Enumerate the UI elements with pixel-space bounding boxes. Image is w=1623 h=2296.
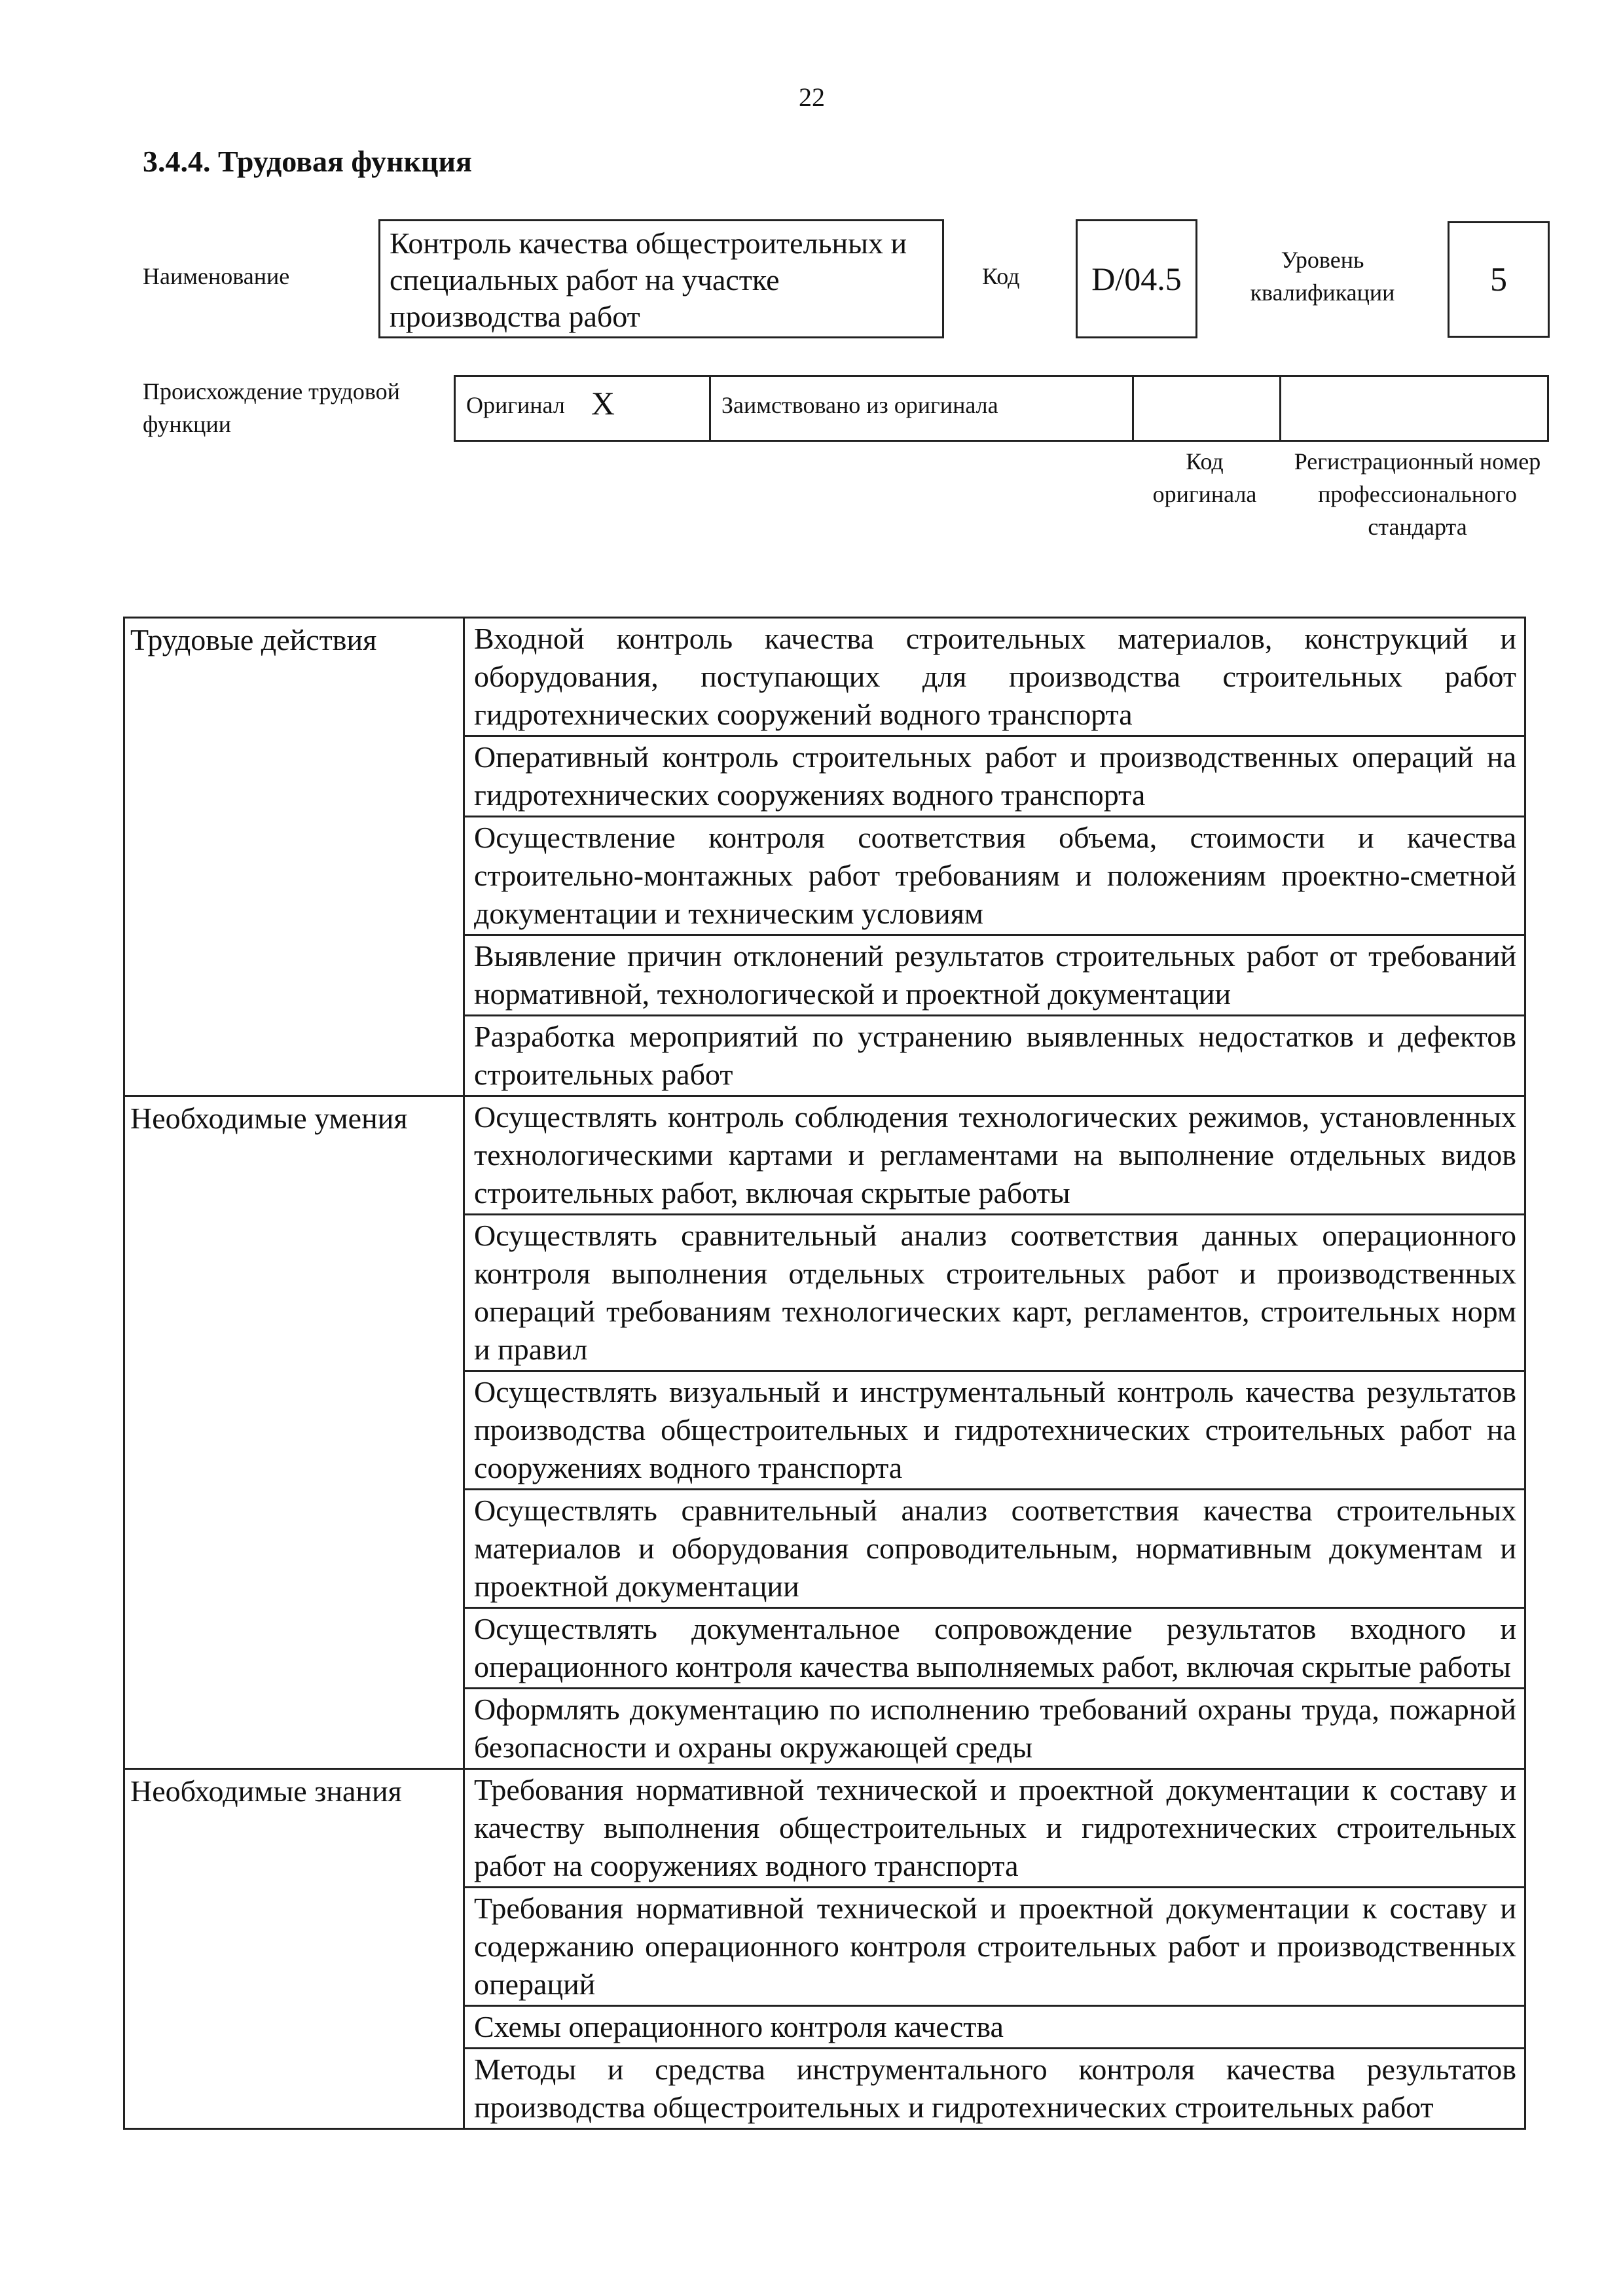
name-label: Наименование: [143, 263, 290, 289]
labor-action-item: Оперативный контроль строительных работ и производственных операций на гидротехнических сооружениях водного транспорта: [464, 736, 1525, 817]
table-row: [124, 618, 1525, 736]
knowledge-label: Необходимые знания: [124, 1769, 464, 2129]
section-title: 3.4.4. Трудовая функция: [143, 145, 472, 178]
skill-item: Осуществлять сравнительный анализ соответствия качества строительных материалов и оборудования сопроводительным, нормативным документам и проектной документации: [464, 1490, 1525, 1608]
table-row: [124, 1096, 1525, 1215]
skill-item: Осуществлять контроль соблюдения технологических режимов, установленных технологическими картами и регламентами на выполнение отдельных видов строительных работ, включая скрытые работы: [464, 1096, 1525, 1215]
labor-action-item: Входной контроль качества строительных материалов, конструкций и оборудования, поступающих для производства строительных работ гидротехнических сооружений водного транспорта: [464, 618, 1525, 736]
original-label: Оригинал: [466, 392, 565, 418]
qualification-level-label: Уровень квалификации: [1250, 247, 1395, 306]
original-code-cell: [1134, 377, 1281, 440]
labor-action-item: Осуществление контроля соответствия объема, стоимости и качества строительно-монтажных работ требованиям и положениям проектно-сметной документации и техническим условиям: [464, 817, 1525, 935]
labor-actions-label: Трудовые действия: [124, 618, 464, 1096]
skill-item: Оформлять документацию по исполнению требований охраны труда, пожарной безопасности и охраны окружающей среды: [464, 1689, 1525, 1769]
function-name-box: Контроль качества общестроительных и специальных работ на участке производства работ: [378, 219, 944, 338]
table-row: [124, 1769, 1525, 1888]
skill-item: Осуществлять сравнительный анализ соответствия данных операционного контроля выполнения отдельных строительных работ и производственных операций требованиям технологических карт, регламентов, строительных норм и правил: [464, 1215, 1525, 1371]
registration-number-cell: [1281, 377, 1547, 440]
labor-action-item: Разработка мероприятий по устранению выявленных недостатков и дефектов строительных работ: [464, 1016, 1525, 1096]
origin-label: Происхождение трудовой функции: [143, 378, 400, 437]
page-number: 22: [799, 82, 825, 112]
skills-label: Необходимые умения: [124, 1096, 464, 1769]
origin-row: [454, 375, 1549, 442]
borrowed-cell: [711, 377, 1134, 440]
knowledge-item: Требования нормативной технической и проектной документации к составу и содержанию операционного контроля строительных работ и производственных операций: [464, 1888, 1525, 2006]
knowledge-item: Схемы операционного контроля качества: [464, 2006, 1525, 2049]
borrowed-label: Заимствовано из оригинала: [721, 392, 998, 418]
code-value-box: D/04.5: [1076, 219, 1197, 338]
knowledge-item: Методы и средства инструментального контроля качества результатов производства общестроительных и гидротехнических строительных работ: [464, 2049, 1525, 2129]
labor-action-item: Выявление причин отклонений результатов строительных работ от требований нормативной, технологической и проектной документации: [464, 935, 1525, 1016]
qualification-level-box: 5: [1448, 221, 1550, 338]
knowledge-item: Требования нормативной технической и проектной документации к составу и качеству выполнения общестроительных и гидротехнических строительных работ на сооружениях водного транспорта: [464, 1769, 1525, 1888]
original-cell: [456, 377, 711, 440]
original-code-caption: Код оригинала: [1152, 448, 1257, 507]
code-label: Код: [982, 263, 1020, 289]
original-mark: X: [591, 385, 615, 422]
registration-number-caption: Регистрационный номер профессионального стандарта: [1294, 448, 1541, 540]
skill-item: Осуществлять документальное сопровождение результатов входного и операционного контроля качества выполняемых работ, включая скрытые работы: [464, 1608, 1525, 1689]
labor-function-table: [123, 617, 1526, 2130]
skill-item: Осуществлять визуальный и инструментальный контроль качества результатов производства общестроительных и гидротехнических строительных работ на сооружениях водного транспорта: [464, 1371, 1525, 1490]
